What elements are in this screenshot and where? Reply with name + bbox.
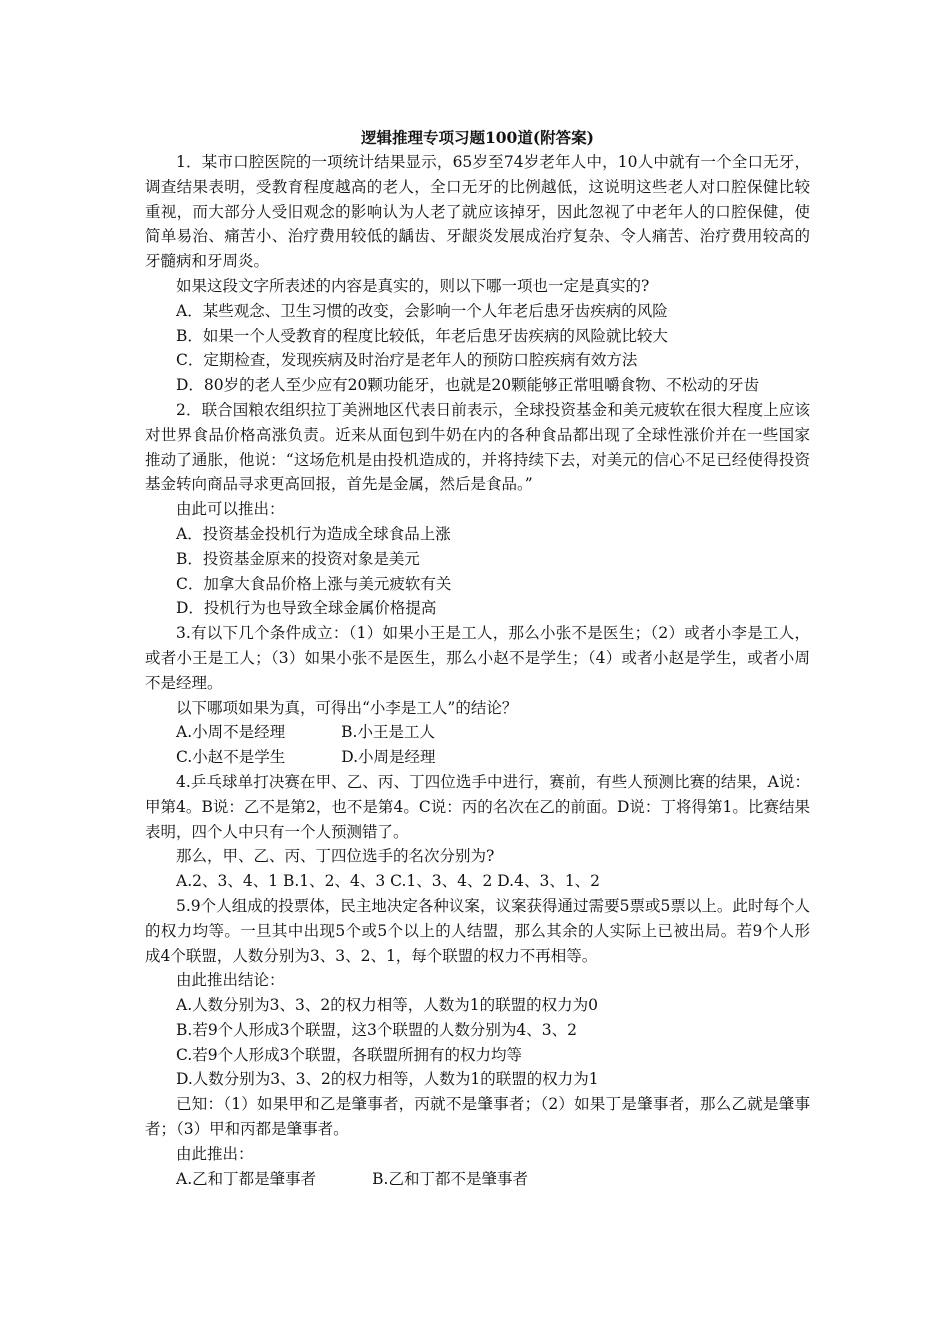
question-4-options: A.2、3、4、1 B.1、2、4、3 C.1、3、4、2 D.4、3、1、2 bbox=[176, 872, 601, 891]
question-6-options-row-1 bbox=[145, 1167, 810, 1192]
question-3-stem: 3.有以下几个条件成立：（1）如果小王是工人，那么小张不是医生；（2）或者小李是工人，或者小王是工人；（3）如果小张不是医生，那么小赵不是学生；（4）或者小赵是学生，或者小周不是经理。 bbox=[145, 624, 810, 692]
question-5-option-c: C.若9个人形成3个联盟，各联盟所拥有的权力均等 bbox=[176, 1045, 522, 1064]
question-2-option-a: A．投资基金投机行为造成全球食品上涨 bbox=[176, 524, 451, 543]
question-2-option-d: D．投机行为也导致全球金属价格提高 bbox=[176, 599, 437, 618]
question-5-stem: 5.9个人组成的投票体，民主地决定各种议案，议案获得通过需要5票或5票以上。此时每个人的权力均等。一旦其中出现5个或5个以上的人结盟，那么其余的人实际上已被出局。若9个人形成4个联盟，人数分别为3、3、2、1，每个联盟的权力不再相等。 bbox=[145, 896, 810, 965]
question-1-option-c: C．定期检查，发现疾病及时治疗是老年人的预防口腔疾病有效方法 bbox=[176, 351, 638, 370]
document-title: 逻辑推理专项习题100道(附答案) bbox=[360, 128, 595, 147]
question-1-prompt: 如果这段文字所表述的内容是真实的，则以下哪一项也一定是真实的? bbox=[176, 276, 650, 295]
question-2-prompt: 由此可以推出： bbox=[176, 500, 285, 519]
question-2-option-c: C．加拿大食品价格上涨与美元疲软有关 bbox=[176, 574, 452, 593]
question-1-option-d: D．80岁的老人至少应有20颗功能牙，也就是20颗能够正常咀嚼食物、不松动的牙齿 bbox=[176, 376, 760, 395]
question-6-option-a: A.乙和丁都是肇事者 bbox=[176, 1169, 317, 1188]
question-4-prompt: 那么，甲、乙、丙、丁四位选手的名次分别为? bbox=[176, 847, 495, 866]
question-3-option-c: C.小赵不是学生 bbox=[176, 748, 286, 767]
question-4-stem: 4.乒乓球单打决赛在甲、乙、丙、丁四位选手中进行，赛前，有些人预测比赛的结果，A说：甲第4。B说：乙不是第2，也不是第4。C说：丙的名次在乙的前面。D说：丁将得第1。比赛结果表明，四个人中只有一个人预测错了。 bbox=[145, 772, 810, 841]
document-page bbox=[145, 0, 810, 1191]
question-5-prompt: 由此推出结论： bbox=[176, 971, 285, 990]
question-1-stem: 1．某市口腔医院的一项统计结果显示，65岁至74岁老年人中，10人中就有一个全口无牙，调查结果表明，受教育程度越高的老人，全口无牙的比例越低，这说明这些老人对口腔保健比较重视，而大部分人受旧观念的影响认为人老了就应该掉牙，因此忽视了中老年人的口腔保健，使简单易治、痛苦小、治疗费用较低的龋齿、牙龈炎发展成治疗复杂、令人痛苦、治疗费用较高的牙髓病和牙周炎。 bbox=[145, 153, 810, 271]
question-5-option-b: B.若9个人形成3个联盟，这3个联盟的人数分别为4、3、2 bbox=[176, 1020, 577, 1039]
question-5-option-d: D.人数分别为3、3、2的权力相等，人数为1的联盟的权力为1 bbox=[176, 1070, 599, 1089]
question-1-option-b: B．如果一个人受教育的程度比较低，年老后患牙齿疾病的风险就比较大 bbox=[176, 326, 668, 345]
question-3-prompt: 以下哪项如果为真，可得出“小李是工人”的结论？ bbox=[176, 698, 518, 717]
question-6-option-b: B.乙和丁都不是肇事者 bbox=[372, 1169, 528, 1188]
question-3-option-a: A.小周不是经理 bbox=[176, 723, 286, 742]
question-2-option-b: B．投资基金原来的投资对象是美元 bbox=[176, 549, 420, 568]
question-3-option-b: B.小王是工人 bbox=[341, 723, 435, 742]
question-2-stem: 2．联合国粮农组织拉丁美洲地区代表日前表示，全球投资基金和美元疲软在很大程度上应该对世界食品价格高涨负责。近来从面包到牛奶在内的各种食品都出现了全球性涨价并在一些国家推动了通胀，他说：“这场危机是由投机造成的，并将持续下去，对美元的信心不足已经使得投资基金转向商品寻求更高回报，首先是金属，然后是食品。” bbox=[145, 400, 810, 494]
question-5-option-a: A.人数分别为3、3、2的权力相等，人数为1的联盟的权力为0 bbox=[176, 996, 598, 1015]
question-3-options-row-1 bbox=[145, 720, 810, 745]
question-6-prompt: 由此推出： bbox=[176, 1144, 254, 1163]
question-6-stem: 已知：（1）如果甲和乙是肇事者，丙就不是肇事者；（2）如果丁是肇事者，那么乙就是肇事者；（3）甲和丙都是肇事者。 bbox=[145, 1095, 810, 1139]
question-3-options-row-2 bbox=[145, 745, 810, 770]
question-3-option-d: D.小周是经理 bbox=[341, 748, 436, 767]
question-1-option-a: A．某些观念、卫生习惯的改变，会影响一个人年老后患牙齿疾病的风险 bbox=[176, 301, 668, 320]
